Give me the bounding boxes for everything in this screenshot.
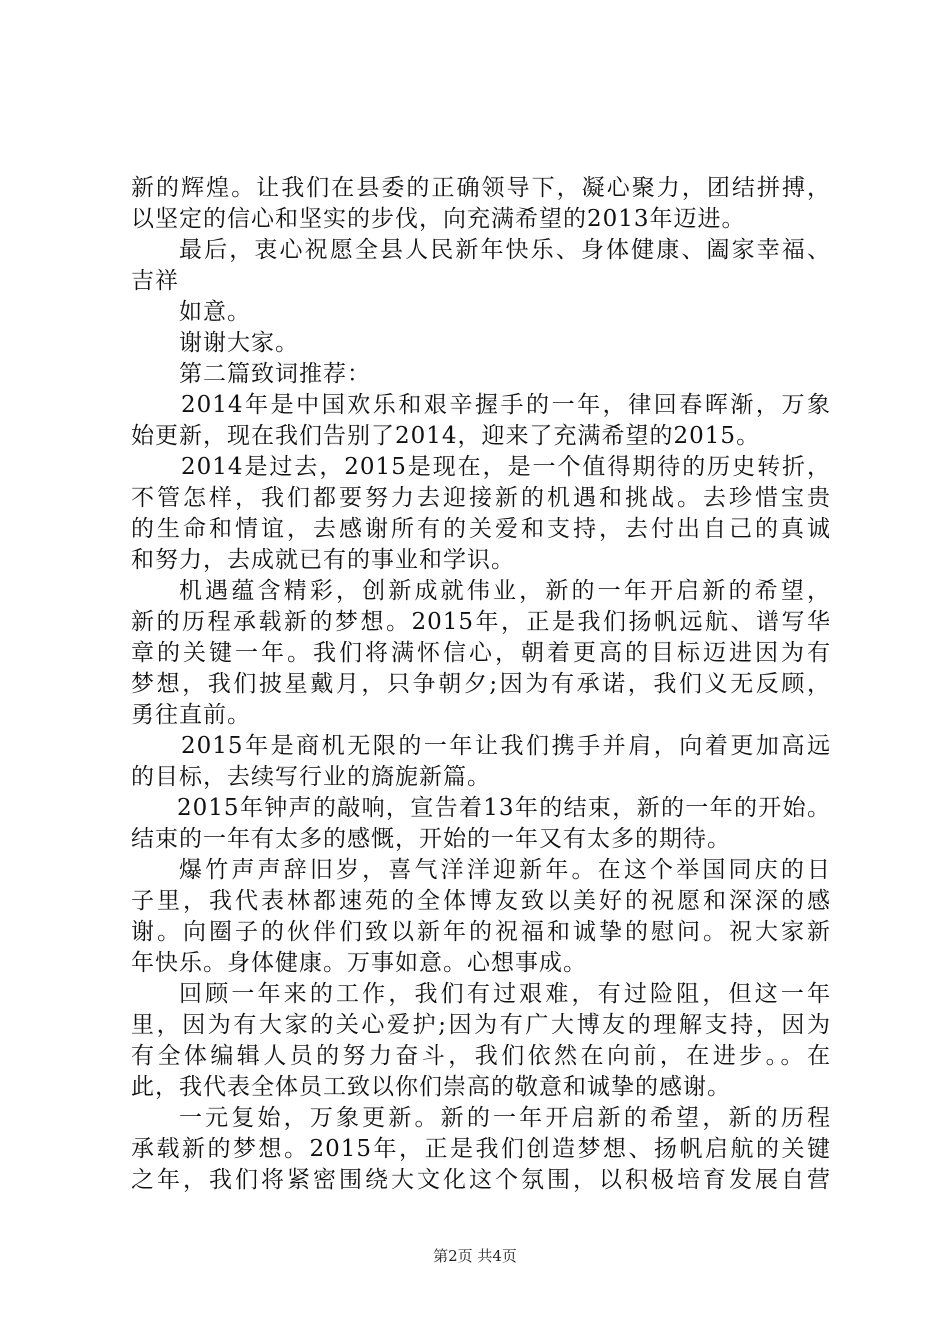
- text-line: 章的关键一年。我们将满怀信心，朝着更高的目标迈进因为有: [131, 640, 831, 666]
- text-line: 子里，我代表林都速苑的全体博友致以美好的祝愿和深深的感: [131, 888, 831, 914]
- text-line: 不管怎样，我们都要努力去迎接新的机遇和挑战。去珍惜宝贵: [131, 485, 831, 511]
- section-heading: 第二篇致词推荐：: [179, 361, 371, 387]
- text-line: 此，我代表全体员工致以你们崇高的敬意和诚挚的感谢。: [131, 1074, 731, 1100]
- text-line: 如意。: [179, 299, 251, 325]
- text-line: 新的辉煌。让我们在县委的正确领导下，凝心聚力，团结拼搏，: [131, 175, 831, 201]
- document-body: [131, 173, 831, 1196]
- text-line: 回顾一年来的工作，我们有过艰难，有过险阻，但这一年: [179, 981, 831, 1007]
- text-line: 梦想，我们披星戴月，只争朝夕;因为有承诺，我们义无反顾，: [131, 671, 831, 697]
- text-line: 结束的一年有太多的感慨，开始的一年又有太多的期待。: [131, 826, 731, 852]
- text-line: 之年，我们将紧密围绕大文化这个氛围，以积极培育发展自营: [131, 1167, 831, 1193]
- page-number-footer: 第2页 共4页: [433, 1247, 517, 1265]
- text-line: 机遇蕴含精彩，创新成就伟业，新的一年开启新的希望，: [179, 578, 831, 604]
- text-line: 里，因为有大家的关心爱护;因为有广大博友的理解支持，因为: [131, 1012, 831, 1038]
- text-line: 最后，衷心祝愿全县人民新年快乐、身体健康、阖家幸福、: [179, 237, 831, 263]
- text-line: 的生命和情谊，去感谢所有的关爱和支持，去付出自己的真诚: [131, 516, 831, 542]
- text-line: 勇往直前。: [131, 702, 251, 728]
- text-line: 承载新的梦想。2015年，正是我们创造梦想、扬帆启航的关键: [131, 1136, 831, 1162]
- text-line: 的目标，去续写行业的旖旎新篇。: [131, 764, 491, 790]
- text-line: 和努力，去成就已有的事业和学识。: [131, 547, 515, 573]
- text-line: 谢谢大家。: [179, 330, 299, 356]
- text-line: 以坚定的信心和坚实的步伐，向充满希望的2013年迈进。: [131, 206, 746, 232]
- text-line: 2015年是商机无限的一年让我们携手并肩，向着更加高远: [181, 733, 831, 759]
- text-line: 始更新，现在我们告别了2014，迎来了充满希望的2015。: [131, 423, 761, 449]
- text-line: 2014年是中国欢乐和艰辛握手的一年，律回春晖渐，万象: [181, 392, 831, 418]
- text-line: 谢。向圈子的伙伴们致以新年的祝福和诚挚的慰问。祝大家新: [131, 919, 831, 945]
- text-line: 一元复始，万象更新。新的一年开启新的希望，新的历程: [179, 1105, 831, 1131]
- text-line: 年快乐。身体健康。万事如意。心想事成。: [131, 950, 587, 976]
- text-line: 爆竹声声辞旧岁，喜气洋洋迎新年。在这个举国同庆的日: [179, 857, 831, 883]
- text-line: 2014是过去，2015是现在，是一个值得期待的历史转折，: [181, 454, 831, 480]
- text-line: 2015年钟声的敲响，宣告着13年的结束，新的一年的开始。: [177, 795, 831, 821]
- text-line: 有全体编辑人员的努力奋斗，我们依然在向前，在进步。。在: [131, 1043, 831, 1069]
- text-line: 吉祥: [131, 268, 179, 294]
- text-line: 新的历程承载新的梦想。2015年，正是我们扬帆远航、谱写华: [131, 609, 831, 635]
